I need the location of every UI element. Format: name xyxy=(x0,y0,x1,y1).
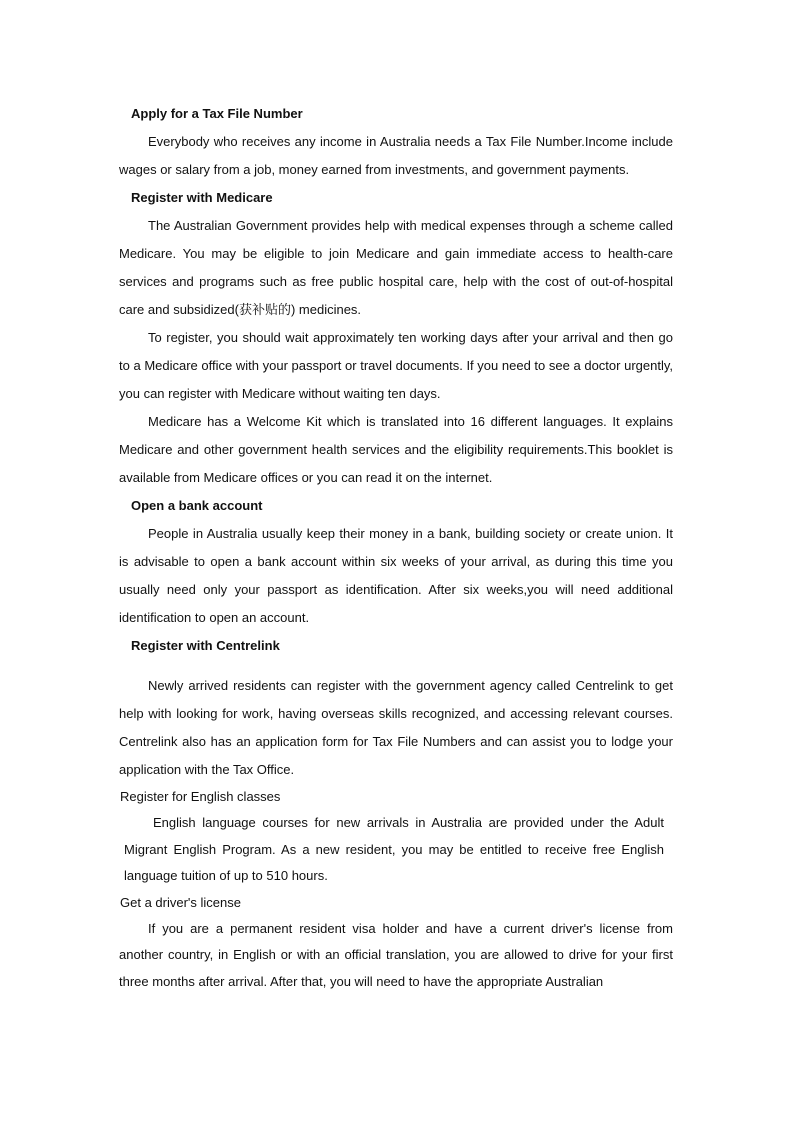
paragraph-medicare-welcome-kit: Medicare has a Welcome Kit which is translated into 16 different languages. It explains Medicare and other government health services and the eligibility requirements.This booklet is available from Medicare offices or you can read it on the internet. xyxy=(119,414,673,485)
heading-drivers-license: Get a driver's license xyxy=(120,894,241,910)
paragraph-medicare-intro: The Australian Government provides help with medical expenses through a scheme called Medicare. You may be eligible to join Medicare and gain immediate access to health-care services and programs such as free public hospital care, help with the cost of out-of-hospital care and subsidized(获补贴的) medicines. xyxy=(119,218,673,317)
document-body xyxy=(119,100,673,995)
paragraph-medicare-register: To register, you should wait approximately ten working days after your arrival and then go to a Medicare office with your passport or travel documents. If you need to see a doctor urgently, you can register with Medicare without waiting ten days. xyxy=(119,330,673,401)
paragraph-drivers-license: If you are a permanent resident visa holder and have a current driver's license from another country, in English or with an official translation, you are allowed to drive for your first three months after arrival. After that, you will need to have the appropriate Australian xyxy=(119,920,673,989)
spacer xyxy=(119,660,673,672)
paragraph-bank-account: People in Australia usually keep their money in a bank, building society or create union. It is advisable to open a bank account within six weeks of your arrival, as during this time you usually need only your passport as identification. After six weeks,you will need additional identification to open an account. xyxy=(119,526,673,625)
heading-centrelink: Register with Centrelink xyxy=(131,638,280,653)
heading-bank-account: Open a bank account xyxy=(131,498,263,513)
heading-english-classes: Register for English classes xyxy=(120,789,281,804)
paragraph-centrelink: Newly arrived residents can register with the government agency called Centrelink to get help with looking for work, having overseas skills recognized, and accessing relevant courses. Centrelink also has an application form for Tax File Numbers and can assist you to lodge your application with the Tax Office. xyxy=(119,678,673,777)
heading-medicare: Register with Medicare xyxy=(131,190,273,205)
paragraph-tax-file-number: Everybody who receives any income in Australia needs a Tax File Number.Income include wages or salary from a job, money earned from investments, and government payments. xyxy=(119,134,673,177)
heading-tax-file-number: Apply for a Tax File Number xyxy=(131,106,303,121)
paragraph-english-classes: English language courses for new arrivals in Australia are provided under the Adult Migrant English Program. As a new resident, you may be entitled to receive free English language tuition of up to 510 hours. xyxy=(124,815,664,883)
